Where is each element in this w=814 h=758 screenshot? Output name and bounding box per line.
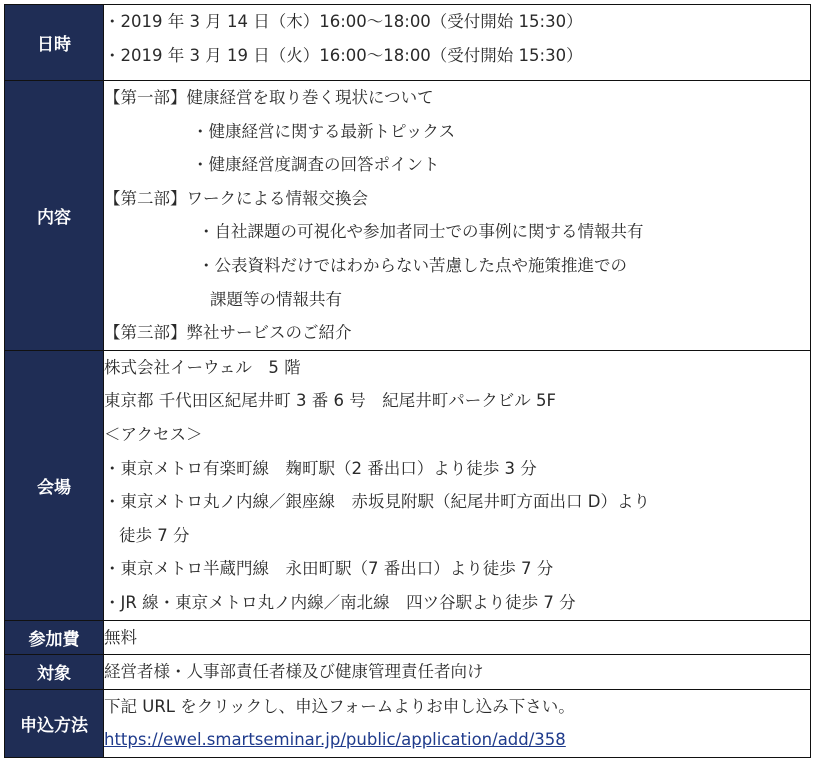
part1-item-2: ・健康経営度調査の回答ポイント [192,155,440,175]
date-line-1: ・2019 年 3 月 14 日（木）16:00～18:00（受付開始 15:30） [104,12,583,31]
row-target [5,655,811,690]
row-fee [5,620,811,655]
venue-cell [104,350,811,620]
application-link[interactable]: https://ewel.smartseminar.jp/public/application/add/358 [104,730,566,750]
part2-item-1: ・自社課題の可視化や参加者同士での事例に関する情報共有 [198,222,644,242]
content-cell [104,81,811,351]
part2-heading: 【第二部】ワークによる情報交換会 [104,188,368,208]
venue-address: 東京都 千代田区紀尾井町 3 番 6 号 紀尾井町パークビル 5F [104,391,556,411]
apply-link-line [104,723,810,757]
row-datetime [5,5,811,81]
access-heading: ＜アクセス＞ [104,424,203,444]
part2-item-2-cont: 課題等の情報共有 [210,289,342,309]
part3-heading: 【第三部】弊社サービスのご紹介 [104,323,352,343]
access-item-3: ・東京メトロ半蔵門線 永田町駅（7 番出口）より徒歩 7 分 [104,559,554,579]
date-line-2: ・2019 年 3 月 19 日（火）16:00～18:00（受付開始 15:30） [104,45,583,65]
part1-heading: 【第一部】健康経営を取り巻く現状について [104,88,434,107]
part1-item-1: ・健康経営に関する最新トピックス [192,121,456,141]
apply-cell [104,689,811,757]
row-apply [5,689,811,757]
row-venue [5,350,811,620]
fee-cell [104,620,811,655]
access-item-2: ・東京メトロ丸ノ内線／銀座線 赤坂見附駅（紀尾井町方面出口 D）より [104,492,650,512]
venue-label: 会場 [5,350,104,620]
access-item-1: ・東京メトロ有楽町線 麹町駅（2 番出口）より徒歩 3 分 [104,458,537,478]
target-cell [104,655,811,690]
apply-instruction: 下記 URL をクリックし、申込フォームよりお申し込み下さい。 [104,696,575,716]
apply-label: 申込方法 [5,689,104,757]
access-item-4: ・JR 線・東京メトロ丸ノ内線／南北線 四ツ谷駅より徒歩 7 分 [104,592,576,612]
fee-label: 参加費 [5,620,104,655]
part2-item-2: ・公表資料だけではわからない苦慮した点や施策推進での [198,255,627,275]
access-item-2-cont: 徒歩 7 分 [119,525,190,545]
content-label: 内容 [5,81,104,351]
row-content [5,81,811,351]
datetime-cell [104,5,811,81]
target-label: 対象 [5,655,104,690]
fee-value: 無料 [104,627,137,647]
datetime-label: 日時 [5,5,104,81]
venue-name: 株式会社イーウェル 5 階 [104,357,301,377]
seminar-info-table [4,4,811,758]
target-value: 経営者様・人事部責任者様及び健康管理責任者向け [104,662,484,682]
